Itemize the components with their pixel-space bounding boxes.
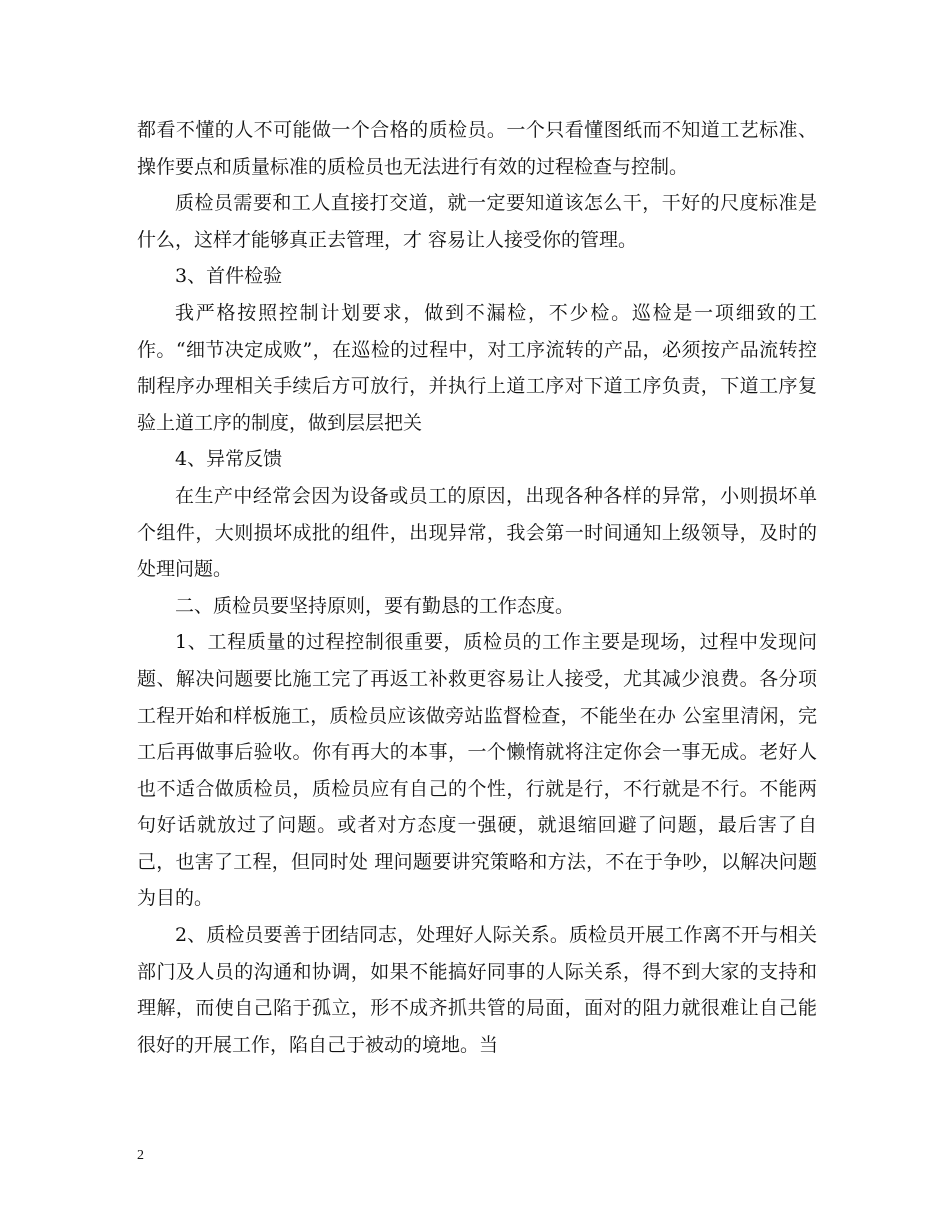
paragraph-5: 1、工程质量的过程控制很重要，质检员的工作主要是现场，过程中发现问题、解决问题要比施工完了再返工补救更容易让人接受，尤其减少浪费。各分项工程开始和样板施工，质检员应该做旁站监督检查，不能坐在办 公室里清闲，完工后再做事后验收。你有再大的本事，一个懒惰就将注定你会一事无成。老好人也不适合做质检员，质检员应有自己的个性，行就是行，不行就是不行。不能两句好话就放过了问题。或者对方态度一强硬，就退缩回避了问题，最后害了自己，也害了工程，但同时处 理问题要讲究策略和方法，不在于争吵，以解决问题为目的。	[137, 631, 817, 910]
section-heading-principles: 二、质检员要坚持原则，要有勤恳的工作态度。	[175, 594, 575, 617]
page-number: 2	[137, 1148, 144, 1163]
document-body	[137, 112, 817, 1063]
paragraph-6: 2、质检员要善于团结同志，处理好人际关系。质检员开展工作离不开与相关部门及人员的沟通和协调，如果不能搞好同事的人际关系，得不到大家的支持和理解，而使自己陷于孤立，形不成齐抓共管的局面，面对的阻力就很难让自己能很好的开展工作，陷自己于被动的境地。当	[137, 924, 817, 1056]
paragraph-4: 在生产中经常会因为设备或员工的原因，出现各种各样的异常，小则损坏单个组件，大则损坏成批的组件，出现异常，我会第一时间通知上级领导，及时的处理问题。	[137, 484, 817, 581]
paragraph-3: 我严格按照控制计划要求，做到不漏检，不少检。巡检是一项细致的工作。“细节决定成败”，在巡检的过程中，对工序流转的产品，必须按产品流转控制程序办理相关手续后方可放行，并执行上道工序对下道工序负责，下道工序复验上道工序的制度，做到层层把关	[137, 301, 817, 434]
section-heading-first-article-inspection: 3、首件检验	[175, 265, 283, 288]
paragraph-2: 质检员需要和工人直接打交道，就一定要知道该怎么干，干好的尺度标准是什么，这样才能够真正去管理，才 容易让人接受你的管理。	[137, 192, 817, 251]
paragraph-1: 都看不懂的人不可能做一个合格的质检员。一个只看懂图纸而不知道工艺标准、操作要点和质量标准的质检员也无法进行有效的过程检查与控制。	[137, 119, 817, 178]
section-heading-abnormal-feedback: 4、异常反馈	[175, 448, 283, 471]
